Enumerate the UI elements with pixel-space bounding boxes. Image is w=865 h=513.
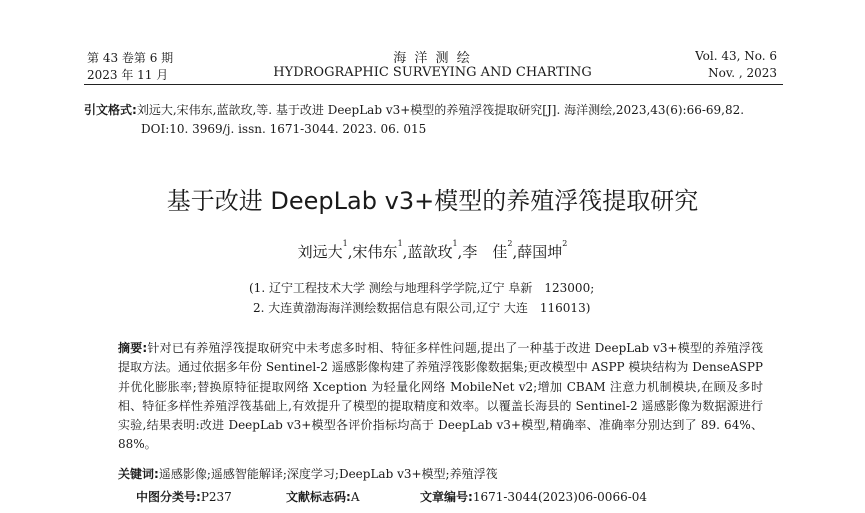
affiliation-1: (1. 辽宁工程技术大学 测绘与地理科学学院,辽宁 阜新 123000;: [249, 281, 595, 295]
clc-number: 中图分类号:P237: [136, 490, 232, 504]
journal-title-en: HYDROGRAPHIC SURVEYING AND CHARTING: [273, 65, 592, 80]
author: 刘远大$^1$: [297, 239, 348, 261]
author-list: 刘远大$^1$,宋伟东$^1$,蓝歆玫$^1$,李 佳$^2$,薛国坤$^2$: [297, 239, 568, 261]
paper-title: 基于改进 DeepLab v3+模型的养殖浮筏提取研究: [166, 187, 699, 215]
keywords-text: 遥感影像;遥感智能解译;深度学习;DeepLab v3+模型;养殖浮筏: [158, 467, 498, 481]
affiliation-2: 2. 大连黄渤海海洋测绘数据信息有限公司,辽宁 大连 116013): [253, 301, 591, 315]
date-right: Nov. , 2023: [708, 66, 777, 80]
citation-text: 刘远大,宋伟东,蓝歆玫,等. 基于改进 DeepLab v3+模型的养殖浮筏提取研究[J]. 海洋测绘,2023,43(6):66-69,82.: [136, 103, 745, 117]
document-code: 文献标志码:A: [286, 490, 360, 504]
abstract: [118, 339, 763, 455]
doi-line[interactable]: DOI:10. 3969/j. issn. 1671-3044. 2023. 06. 015: [141, 122, 427, 136]
date-left: 2023 年 11 月: [87, 68, 169, 82]
author: 宋伟东$^1$: [352, 239, 403, 261]
volume-info-right: Vol. 43, No. 6: [695, 49, 777, 63]
header-rule: [84, 84, 783, 85]
journal-title-cn: 海 洋 测 绘: [393, 51, 472, 66]
abstract-text: 针对已有养殖浮筏提取研究中未考虑多时相、特征多样性问题,提出了一种基于改进 DeepLab v3+模型的养殖浮筏提取方法。通过依据多年份 Sentinel-2 遥感影像构建了养殖浮筏影像数据集;更改模型中 ASPP 模块结构为 DenseASPP 并优化膨胀率;替换原特征提取网络 Xception 为轻量化网络 MobileNet v2;增加 CBAM 注意力机制模块,在顾及多时相、特征多样性养殖浮筏基础上,有效提升了模型的提取精度和效率。以覆盖长海县的 Sentinel-2 遥感影像为数据源进行实验,结果表明:改进 DeepLab v3+模型各评价指标均高于 DeepLab v3+模型,精确率、准确率分别达到了 89. 64%、88%。: [118, 341, 763, 452]
keywords-label: 关键词:: [118, 467, 159, 481]
abstract-label: 摘要:: [118, 341, 148, 355]
author: 蓝歆玫$^1$: [407, 239, 458, 261]
author: 薛国坤$^2$: [517, 239, 568, 261]
issue-info-left: 第 43 卷第 6 期: [87, 51, 174, 65]
citation-label: 引文格式:: [84, 103, 137, 117]
keywords-line: [118, 465, 498, 482]
author: 李 佳$^2$: [462, 239, 513, 261]
article-number: 文章编号:1671-3044(2023)06-0066-04: [420, 490, 648, 504]
citation-line-1: [84, 101, 744, 118]
